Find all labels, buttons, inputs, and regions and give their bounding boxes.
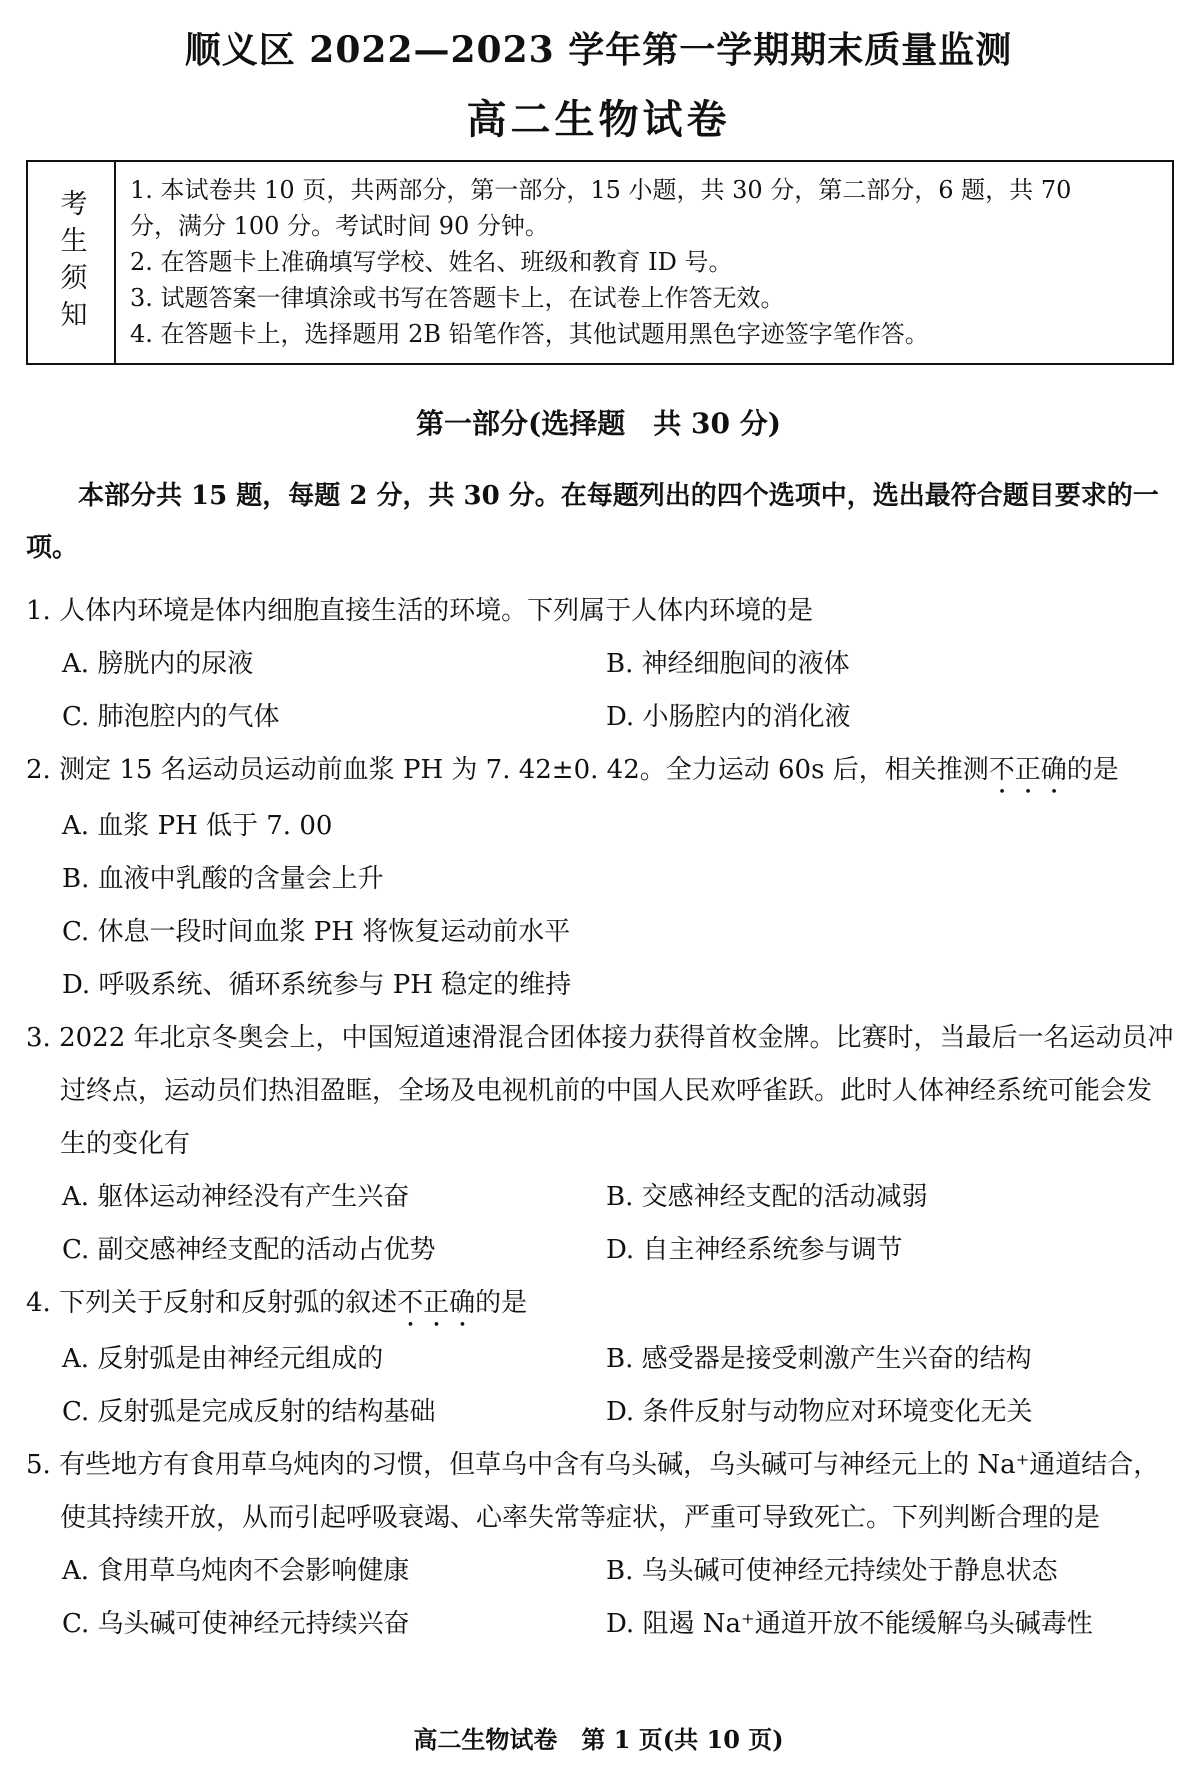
notice-line: 分，满分 100 分。考试时间 90 分钟。 xyxy=(130,212,549,240)
question-stem xyxy=(26,744,1176,800)
option-c: C. 乌头碱可使神经元持续兴奋 xyxy=(62,1609,410,1639)
notice-line: 1. 本试卷共 10 页，共两部分，第一部分，15 小题，共 30 分，第二部分，6 题，共 70 xyxy=(130,176,1072,204)
question-stem xyxy=(26,1277,1176,1333)
option-c: C. 副交感神经支配的活动占优势 xyxy=(62,1235,436,1265)
question-3 xyxy=(26,1012,1176,1277)
option-c: C. 反射弧是完成反射的结构基础 xyxy=(62,1397,436,1427)
notice-line: 4. 在答题卡上，选择题用 2B 铅笔作答，其他试题用黑色字迹签字笔作答。 xyxy=(130,320,929,348)
option-d: D. 条件反射与动物应对环境变化无关 xyxy=(606,1397,1033,1427)
emphasized-text: 不正确 xyxy=(397,1288,476,1318)
stem-text: 的是 xyxy=(475,1288,528,1318)
option-d: D. 自主神经系统参与调节 xyxy=(606,1235,903,1265)
option-b: B. 乌头碱可使神经元持续处于静息状态 xyxy=(606,1556,1058,1586)
question-2 xyxy=(26,744,1176,1012)
option-c: C. 肺泡腔内的气体 xyxy=(62,702,280,732)
question-1 xyxy=(26,585,1176,744)
section-intro: 本部分共 15 题，每题 2 分，共 30 分。在每题列出的四个选项中，选出最符合题目要求的一项。 xyxy=(26,481,1159,563)
stem-text: 的是 xyxy=(1066,755,1119,785)
option-a: A. 反射弧是由神经元组成的 xyxy=(62,1344,384,1374)
option-a: A. 躯体运动神经没有产生兴奋 xyxy=(62,1182,410,1212)
option-d: D. 小肠腔内的消化液 xyxy=(606,702,851,732)
notice-line: 3. 试题答案一律填涂或书写在答题卡上，在试卷上作答无效。 xyxy=(130,284,785,312)
question-list xyxy=(26,585,1176,1651)
emphasized-text: 不正确 xyxy=(988,755,1067,785)
option-c: C. 休息一段时间血浆 PH 将恢复运动前水平 xyxy=(62,917,571,947)
candidate-notice-box xyxy=(26,160,1174,365)
stem-text: 2. 测定 15 名运动员运动前血浆 PH 为 7. 42±0. 42。全力运动 60s 后，相关推测 xyxy=(26,755,989,785)
exam-subtitle: 高二生物试卷 xyxy=(466,96,731,143)
option-b: B. 交感神经支配的活动减弱 xyxy=(606,1182,928,1212)
notice-line: 2. 在答题卡上准确填写学校、姓名、班级和教育 ID 号。 xyxy=(130,248,733,276)
question-stem: 1. 人体内环境是体内细胞直接生活的环境。下列属于人体内环境的是 xyxy=(26,596,814,626)
option-d: D. 呼吸系统、循环系统参与 PH 稳定的维持 xyxy=(62,970,572,1000)
option-a: A. 血浆 PH 低于 7. 00 xyxy=(62,811,333,841)
option-d: D. 阻遏 Na⁺通道开放不能缓解乌头碱毒性 xyxy=(606,1609,1093,1639)
option-b: B. 感受器是接受刺激产生兴奋的结构 xyxy=(606,1344,1032,1374)
question-stem: 3. 2022 年北京冬奥会上，中国短道速滑混合团体接力获得首枚金牌。比赛时，当最后一名运动员冲过终点，运动员们热泪盈眶，全场及电视机前的中国人民欢呼雀跃。此时人体神经系统可能会发生的变化有 xyxy=(26,1023,1174,1159)
notice-label: 考生须知 xyxy=(55,188,87,337)
question-stem: 5. 有些地方有食用草乌炖肉的习惯，但草乌中含有乌头碱，乌头碱可与神经元上的 Na⁺通道结合，使其持续开放，从而引起呼吸衰竭、心率失常等症状，严重可导致死亡。下列判断合理的是 xyxy=(26,1450,1160,1533)
option-b: B. 血液中乳酸的含量会上升 xyxy=(62,864,384,894)
option-a: A. 食用草乌炖肉不会影响健康 xyxy=(62,1556,410,1586)
option-b: B. 神经细胞间的液体 xyxy=(606,649,850,679)
notice-body xyxy=(116,162,1172,363)
notice-label-cell xyxy=(28,162,116,363)
section-title: 第一部分(选择题 共 30 分) xyxy=(416,407,781,440)
option-a: A. 膀胱内的尿液 xyxy=(62,649,254,679)
exam-title: 顺义区 2022—2023 学年第一学期期末质量监测 xyxy=(184,29,1013,71)
question-4 xyxy=(26,1277,1176,1439)
stem-text: 4. 下列关于反射和反射弧的叙述 xyxy=(26,1288,398,1318)
question-5 xyxy=(26,1439,1176,1651)
page-footer: 高二生物试卷 第 1 页(共 10 页) xyxy=(413,1725,784,1754)
